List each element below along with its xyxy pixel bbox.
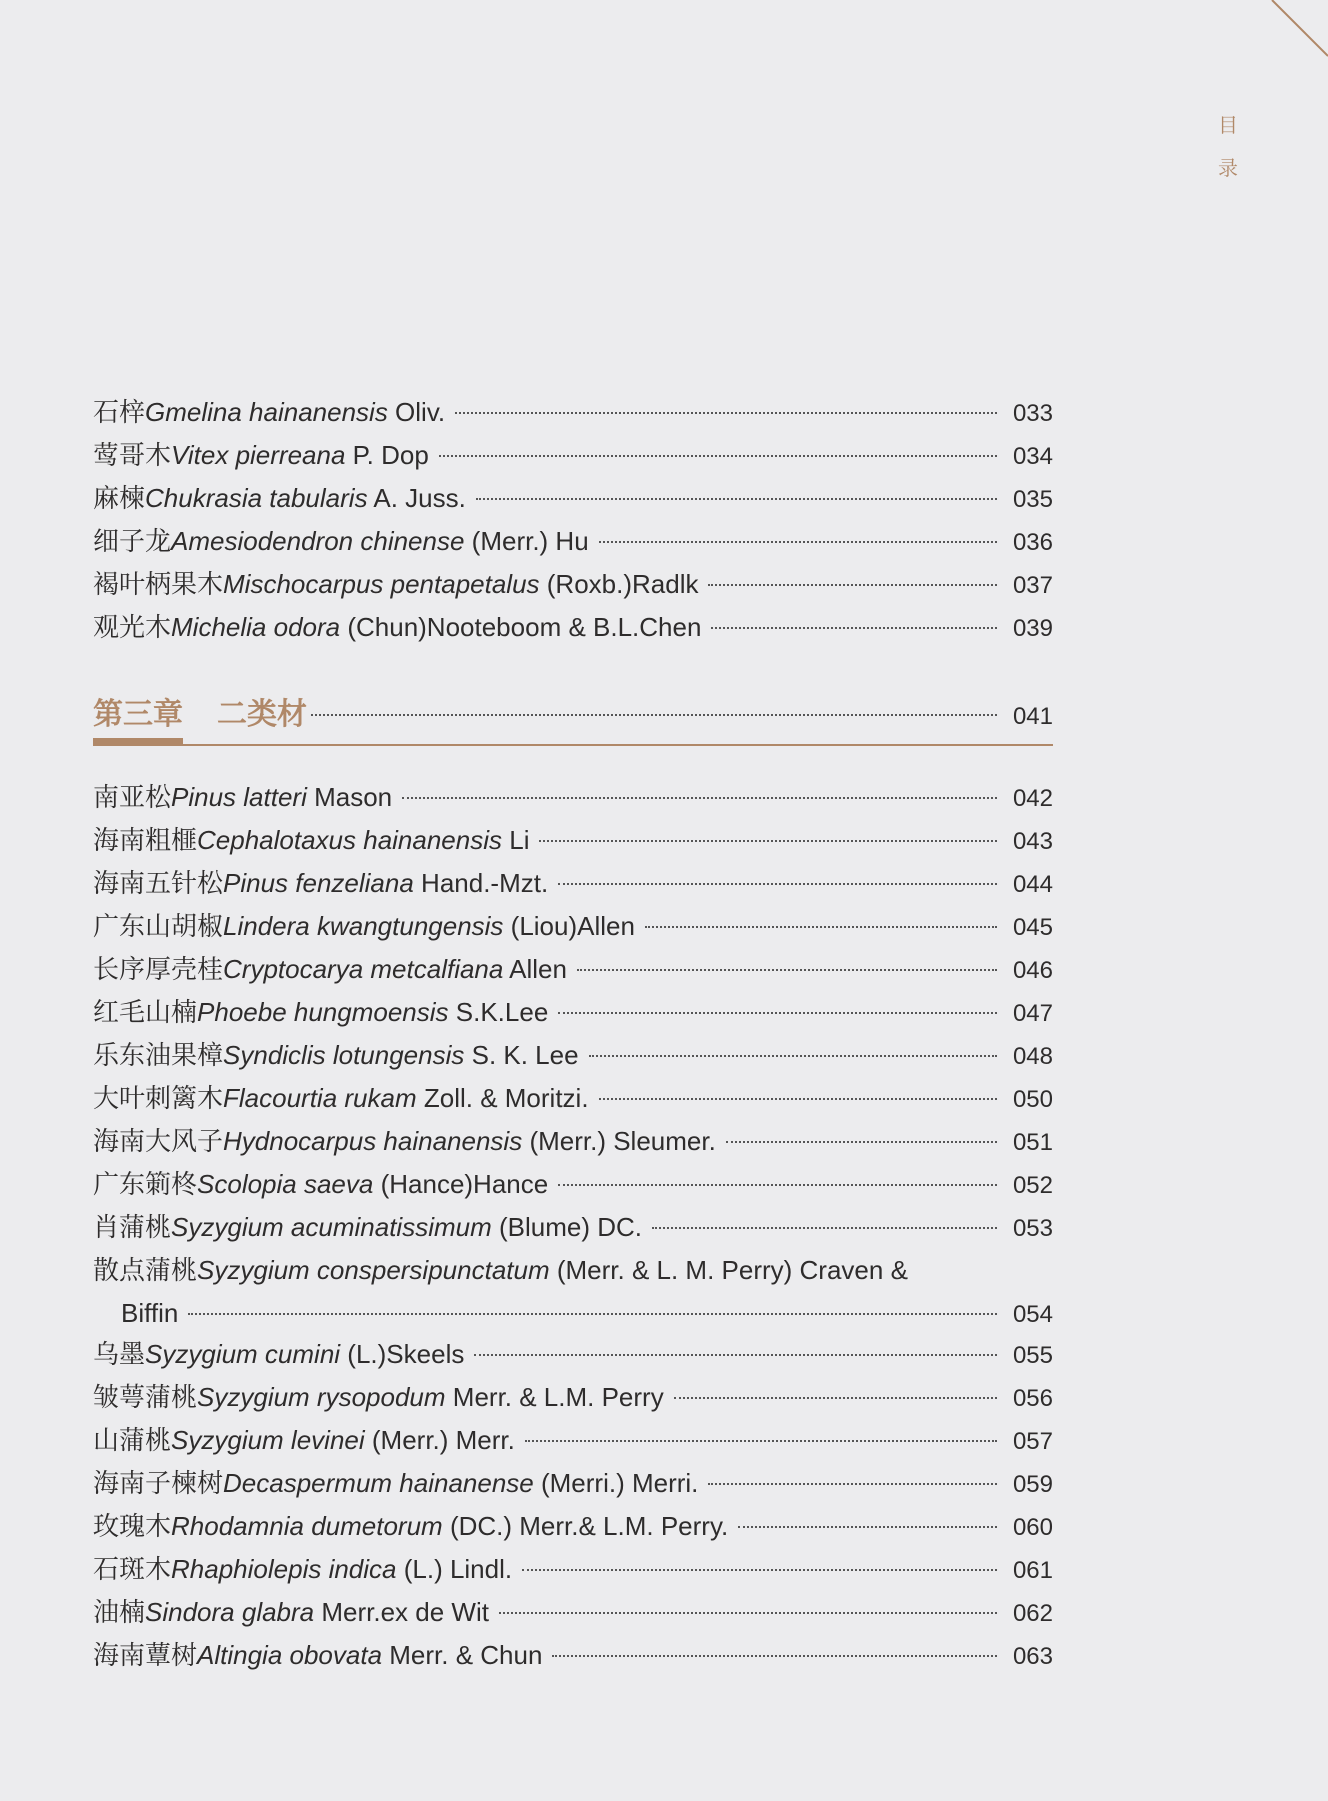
latin-name: Hydnocarpus hainanensis bbox=[223, 1126, 523, 1156]
entry-title bbox=[93, 391, 445, 435]
latin-name: Vitex pierreana bbox=[171, 440, 346, 470]
chinese-name: 细子龙 bbox=[93, 527, 172, 557]
entry-title bbox=[93, 862, 548, 906]
page-number: 044 bbox=[1012, 871, 1053, 898]
page-number: 048 bbox=[1012, 1043, 1053, 1070]
author-citation: A. Juss. bbox=[367, 483, 466, 513]
entry-title bbox=[93, 1077, 589, 1121]
page-number: 035 bbox=[1012, 486, 1053, 513]
toc-entry[interactable] bbox=[93, 1034, 1053, 1077]
dot-leader bbox=[711, 627, 997, 629]
author-citation: Merr. & Chun bbox=[382, 1640, 543, 1670]
chinese-name: 广东山胡椒 bbox=[93, 912, 224, 942]
author-citation: (Merri.) Merri. bbox=[533, 1468, 699, 1498]
dot-leader bbox=[708, 1483, 997, 1485]
dot-leader bbox=[558, 883, 997, 885]
page-number: 047 bbox=[1012, 1000, 1053, 1027]
latin-name: Syzygium rysopodum bbox=[197, 1382, 446, 1412]
latin-name: Rhaphiolepis indica bbox=[171, 1554, 397, 1584]
entry-title bbox=[93, 1163, 548, 1207]
dot-leader bbox=[439, 455, 997, 457]
chinese-name: 山蒲桃 bbox=[93, 1426, 172, 1456]
entry-title bbox=[93, 1548, 512, 1592]
dot-leader bbox=[552, 1655, 997, 1657]
dot-leader bbox=[645, 926, 997, 928]
entry-title bbox=[93, 563, 698, 607]
chinese-name: 乐东油果樟 bbox=[93, 1041, 224, 1071]
page-number: 062 bbox=[1012, 1600, 1053, 1627]
chinese-name: 散点蒲桃 bbox=[93, 1256, 198, 1286]
dot-leader bbox=[738, 1526, 997, 1528]
author-citation: (Roxb.)Radlk bbox=[539, 569, 699, 599]
chinese-name: 肖蒲桃 bbox=[93, 1213, 172, 1243]
toc-entry[interactable] bbox=[93, 819, 1053, 862]
entry-title bbox=[93, 1120, 716, 1164]
toc-entry[interactable] bbox=[93, 1505, 1053, 1548]
entry-title bbox=[93, 1034, 579, 1078]
dot-leader bbox=[455, 412, 997, 414]
toc-entry[interactable] bbox=[93, 905, 1053, 948]
latin-name: Chukrasia tabularis bbox=[145, 483, 368, 513]
latin-name: Syzygium acuminatissimum bbox=[171, 1212, 492, 1242]
toc-entry[interactable] bbox=[93, 563, 1053, 606]
toc-entry[interactable] bbox=[93, 776, 1053, 819]
latin-name: Syndiclis lotungensis bbox=[223, 1040, 465, 1070]
dot-leader bbox=[726, 1141, 997, 1143]
toc-entry[interactable] bbox=[93, 520, 1053, 563]
page-number: 061 bbox=[1012, 1557, 1053, 1584]
latin-name: Flacourtia rukam bbox=[223, 1083, 417, 1113]
dot-leader bbox=[674, 1397, 997, 1399]
page-number: 057 bbox=[1012, 1428, 1053, 1455]
latin-name: Scolopia saeva bbox=[197, 1169, 374, 1199]
toc-entry[interactable] bbox=[93, 1591, 1053, 1634]
page-number: 060 bbox=[1012, 1514, 1053, 1541]
chinese-name: 长序厚壳桂 bbox=[93, 955, 224, 985]
author-citation: (L.)Skeels bbox=[340, 1339, 465, 1369]
page-number: 037 bbox=[1012, 572, 1053, 599]
author-citation: (Merr.) Merr. bbox=[364, 1425, 515, 1455]
toc-entry[interactable] bbox=[93, 948, 1053, 991]
dot-leader bbox=[476, 498, 997, 500]
chinese-name: 海南五针松 bbox=[93, 869, 224, 899]
toc-entry[interactable] bbox=[93, 1419, 1053, 1462]
toc-entry[interactable] bbox=[93, 862, 1053, 905]
chinese-name: 海南大风子 bbox=[93, 1127, 224, 1157]
author-citation: Merr. & L.M. Perry bbox=[445, 1382, 664, 1412]
author-citation-continued: Biffin bbox=[121, 1298, 179, 1328]
entry-title bbox=[93, 1591, 489, 1635]
page-number: 055 bbox=[1012, 1342, 1053, 1369]
author-citation: Zoll. & Moritzi. bbox=[416, 1083, 589, 1113]
chinese-name: 大叶刺篱木 bbox=[93, 1084, 224, 1114]
chinese-name: 麻楝 bbox=[93, 484, 146, 514]
chinese-name: 皱萼蒲桃 bbox=[93, 1383, 198, 1413]
author-citation: (Blume) DC. bbox=[491, 1212, 643, 1242]
page-number: 041 bbox=[1012, 703, 1053, 730]
author-citation: Li bbox=[502, 825, 530, 855]
page-number: 043 bbox=[1012, 828, 1053, 855]
chinese-name: 海南蕈树 bbox=[93, 1641, 198, 1671]
author-citation: Hand.-Mzt. bbox=[413, 868, 549, 898]
toc-section-a bbox=[93, 391, 1053, 649]
page-number: 056 bbox=[1012, 1385, 1053, 1412]
latin-name: Pinus latteri bbox=[171, 782, 307, 812]
page-number: 054 bbox=[1012, 1301, 1053, 1328]
toc-entry[interactable] bbox=[93, 391, 1053, 434]
latin-name: Cryptocarya metcalfiana bbox=[223, 954, 504, 984]
toc-entry[interactable] bbox=[93, 1206, 1053, 1249]
latin-name: Syzygium conspersipunctatum bbox=[197, 1255, 550, 1285]
chapter-name: 二类材 bbox=[217, 697, 307, 732]
side-heading-char: 目 bbox=[1218, 113, 1238, 137]
author-citation: Mason bbox=[306, 782, 393, 812]
page-number: 051 bbox=[1012, 1129, 1053, 1156]
chinese-name: 观光木 bbox=[93, 613, 172, 643]
author-citation: Allen bbox=[503, 954, 567, 984]
latin-name: Mischocarpus pentapetalus bbox=[223, 569, 540, 599]
author-citation: (L.) Lindl. bbox=[396, 1554, 513, 1584]
latin-name: Syzygium cumini bbox=[145, 1339, 341, 1369]
page-number: 042 bbox=[1012, 785, 1053, 812]
entry-title bbox=[93, 434, 429, 478]
latin-name: Syzygium levinei bbox=[171, 1425, 365, 1455]
page-number: 059 bbox=[1012, 1471, 1053, 1498]
entry-title bbox=[93, 1206, 642, 1250]
chinese-name: 乌墨 bbox=[93, 1340, 146, 1370]
dot-leader bbox=[558, 1184, 997, 1186]
page-number: 050 bbox=[1012, 1086, 1053, 1113]
author-citation: P. Dop bbox=[345, 440, 429, 470]
chapter-number: 第三章 bbox=[93, 692, 183, 738]
chinese-name: 石梓 bbox=[93, 398, 146, 428]
entry-title bbox=[93, 948, 567, 992]
chinese-name: 莺哥木 bbox=[93, 441, 172, 471]
dot-leader bbox=[589, 1055, 997, 1057]
entry-title bbox=[93, 1256, 908, 1286]
entry-title bbox=[93, 1505, 728, 1549]
dot-leader bbox=[522, 1569, 997, 1571]
toc-entry[interactable] bbox=[93, 1163, 1053, 1206]
toc-section-b bbox=[93, 776, 1053, 1677]
toc-entry[interactable] bbox=[93, 1376, 1053, 1419]
latin-name: Altingia obovata bbox=[197, 1640, 383, 1670]
toc-entry[interactable] bbox=[93, 1249, 1053, 1333]
latin-name: Decaspermum hainanense bbox=[223, 1468, 534, 1498]
dot-leader bbox=[539, 840, 997, 842]
entry-title bbox=[93, 520, 589, 564]
author-citation: (Merr. & L. M. Perry) Craven & bbox=[549, 1255, 908, 1285]
entry-title bbox=[93, 776, 392, 820]
latin-name: Sindora glabra bbox=[145, 1597, 315, 1627]
page-number: 039 bbox=[1012, 615, 1053, 642]
chinese-name: 褐叶柄果木 bbox=[93, 570, 224, 600]
latin-name: Gmelina hainanensis bbox=[145, 397, 388, 427]
toc-entry[interactable] bbox=[93, 1120, 1053, 1163]
author-citation: (DC.) Merr.& L.M. Perry. bbox=[442, 1511, 729, 1541]
author-citation: Oliv. bbox=[387, 397, 446, 427]
entry-title bbox=[93, 905, 635, 949]
side-heading-char: 录 bbox=[1218, 156, 1238, 180]
entry-title bbox=[93, 819, 529, 863]
entry-title bbox=[93, 1376, 664, 1420]
dot-leader bbox=[558, 1012, 997, 1014]
entry-title bbox=[93, 606, 701, 650]
toc-entry[interactable] bbox=[93, 991, 1053, 1034]
entry-title bbox=[93, 991, 548, 1035]
chinese-name: 红毛山楠 bbox=[93, 998, 198, 1028]
entry-title bbox=[93, 1419, 515, 1463]
toc-entry[interactable] bbox=[93, 434, 1053, 477]
dot-leader bbox=[525, 1440, 997, 1442]
toc-entry[interactable] bbox=[93, 1548, 1053, 1591]
page-number: 046 bbox=[1012, 957, 1053, 984]
dot-leader bbox=[311, 714, 997, 716]
page-number: 052 bbox=[1012, 1172, 1053, 1199]
dot-leader bbox=[652, 1227, 997, 1229]
page-number: 045 bbox=[1012, 914, 1053, 941]
toc-entry[interactable] bbox=[93, 1333, 1053, 1376]
side-heading bbox=[1214, 110, 1242, 196]
author-citation: S.K.Lee bbox=[448, 997, 549, 1027]
dot-leader bbox=[599, 1098, 997, 1100]
entry-title bbox=[93, 477, 466, 521]
toc-entry[interactable] bbox=[93, 1077, 1053, 1120]
entry-title bbox=[93, 1634, 542, 1678]
page-number: 033 bbox=[1012, 400, 1053, 427]
latin-name: Cephalotaxus hainanensis bbox=[197, 825, 503, 855]
latin-name: Pinus fenzeliana bbox=[223, 868, 414, 898]
page-number: 034 bbox=[1012, 443, 1053, 470]
chinese-name: 广东箣柊 bbox=[93, 1170, 198, 1200]
dot-leader bbox=[577, 969, 997, 971]
chinese-name: 玫瑰木 bbox=[93, 1512, 172, 1542]
page-number: 036 bbox=[1012, 529, 1053, 556]
corner-decoration bbox=[1268, 0, 1328, 60]
entry-title bbox=[93, 1333, 464, 1377]
chinese-name: 海南子楝树 bbox=[93, 1469, 224, 1499]
page-number: 063 bbox=[1012, 1643, 1053, 1670]
author-citation: (Merr.) Hu bbox=[464, 526, 589, 556]
author-citation: S. K. Lee bbox=[464, 1040, 579, 1070]
author-citation: (Liou)Allen bbox=[503, 911, 635, 941]
dot-leader bbox=[474, 1354, 997, 1356]
latin-name: Phoebe hungmoensis bbox=[197, 997, 449, 1027]
dot-leader bbox=[402, 797, 997, 799]
dot-leader bbox=[708, 584, 997, 586]
latin-name: Lindera kwangtungensis bbox=[223, 911, 504, 941]
latin-name: Amesiodendron chinense bbox=[171, 526, 465, 556]
chinese-name: 石斑木 bbox=[93, 1555, 172, 1585]
toc-entry[interactable] bbox=[93, 477, 1053, 520]
author-citation: Merr.ex de Wit bbox=[314, 1597, 489, 1627]
toc-entry[interactable] bbox=[93, 1462, 1053, 1505]
page-number: 053 bbox=[1012, 1215, 1053, 1242]
dot-leader bbox=[188, 1313, 997, 1315]
dot-leader bbox=[599, 541, 997, 543]
chapter-title bbox=[93, 692, 307, 738]
author-citation: (Merr.) Sleumer. bbox=[522, 1126, 716, 1156]
dot-leader bbox=[499, 1612, 997, 1614]
chinese-name: 海南粗榧 bbox=[93, 826, 198, 856]
chinese-name: 南亚松 bbox=[93, 783, 172, 813]
entry-title bbox=[93, 1462, 698, 1506]
latin-name: Michelia odora bbox=[171, 612, 341, 642]
toc-entry[interactable] bbox=[93, 606, 1053, 649]
author-citation: (Hance)Hance bbox=[373, 1169, 549, 1199]
latin-name: Rhodamnia dumetorum bbox=[171, 1511, 443, 1541]
chinese-name: 油楠 bbox=[93, 1598, 146, 1628]
toc-entry[interactable] bbox=[93, 1634, 1053, 1677]
author-citation: (Chun)Nooteboom & B.L.Chen bbox=[340, 612, 702, 642]
chapter-heading[interactable] bbox=[93, 692, 1053, 746]
